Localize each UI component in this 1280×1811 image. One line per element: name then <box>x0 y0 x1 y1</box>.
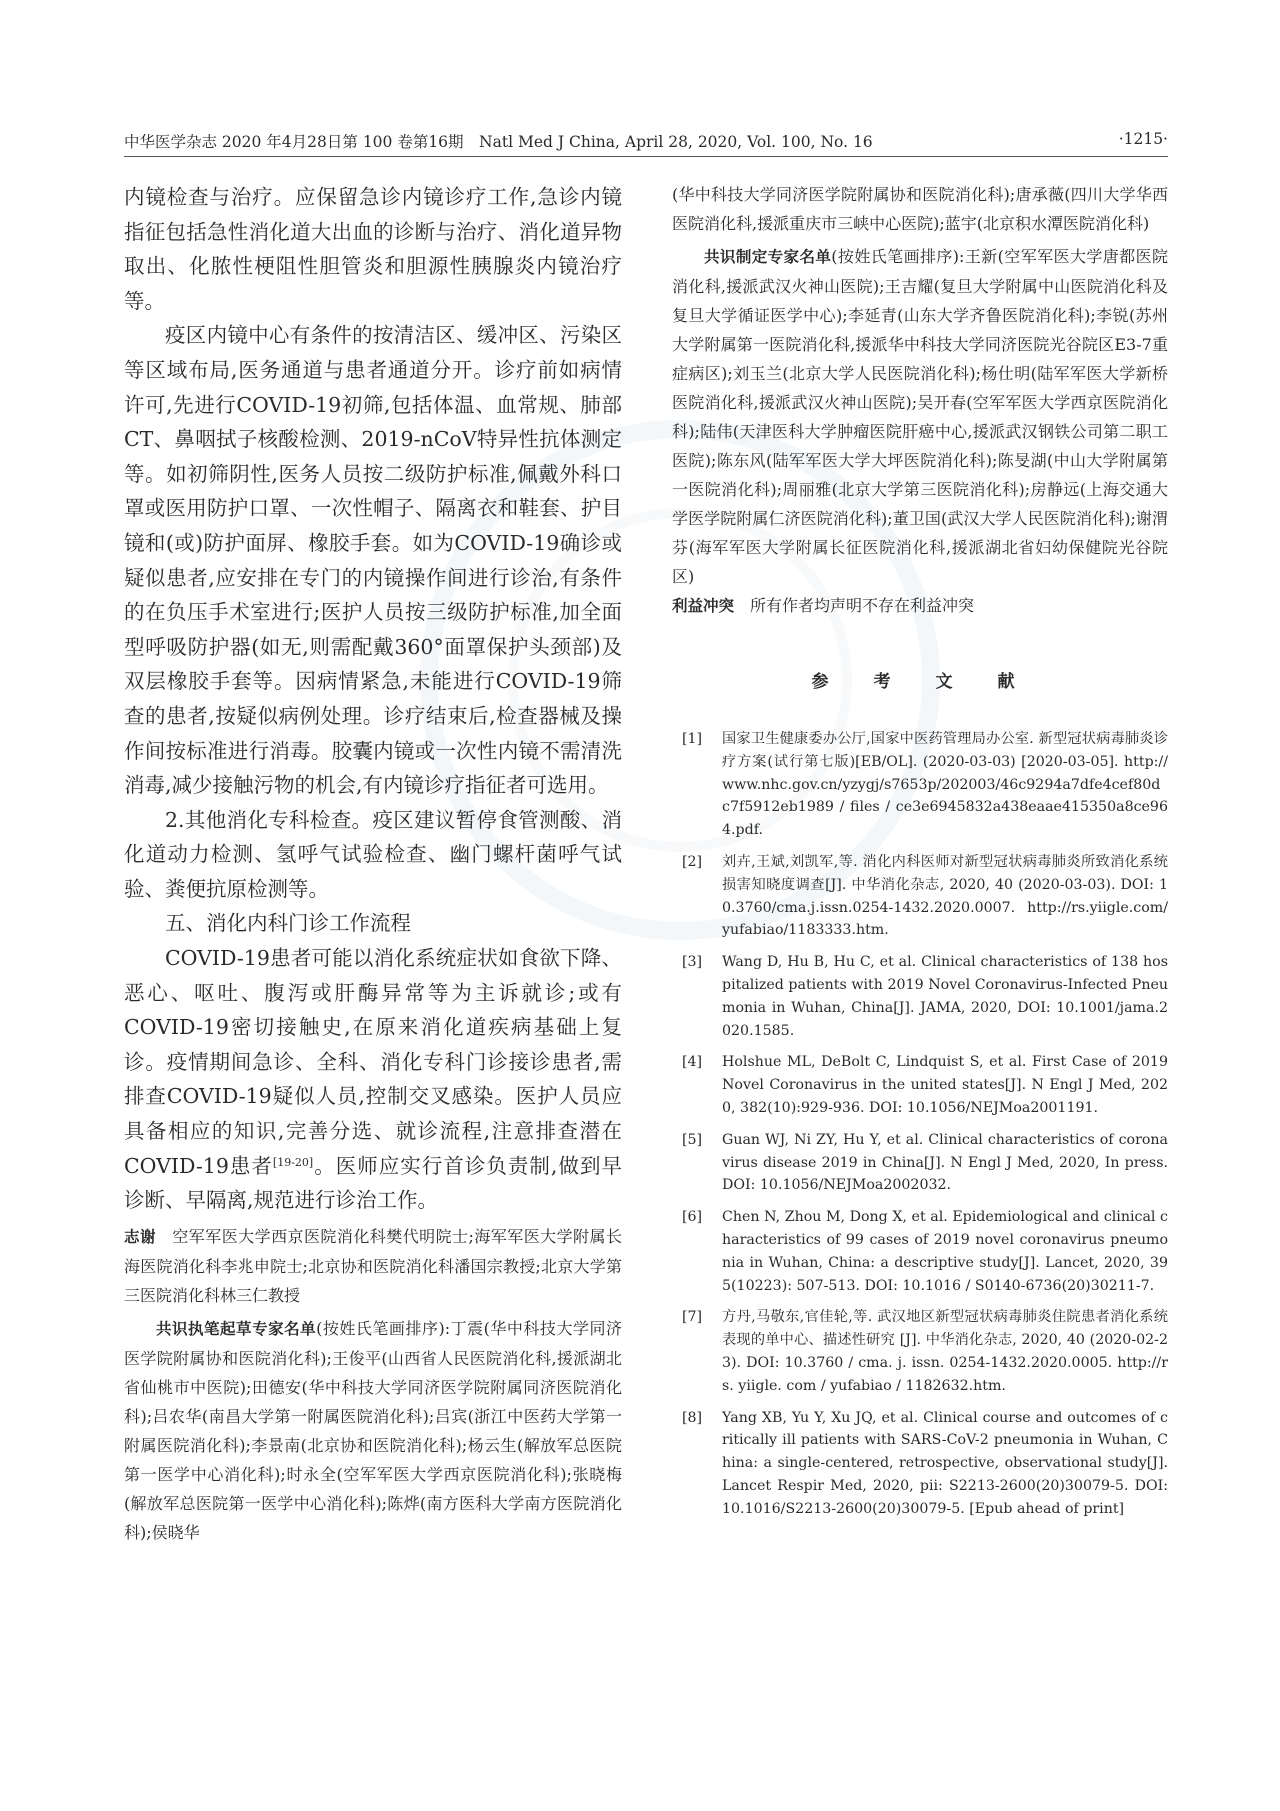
drafting-experts <box>124 1314 622 1547</box>
conflict-of-interest <box>672 591 1168 621</box>
experts-text: (按姓氏笔画排序):王新(空军军医大学唐都医院消化科,援派武汉火神山医院);王吉耀(复旦大学附属中山医院消化科及复旦大学循证医学中心);李延青(山东大学齐鲁医院消化科);李锐(苏州大学附属第一医院消化科,援派华中科技大学同济医院光谷院区E3-7重症病区);刘玉兰(北京大学人民医院消化科);杨仕明(陆军军医大学新桥医院消化科,援派武汉火神山医院);吴开春(空军军医大学西京医院消化科);陆伟(天津医科大学肿瘤医院肝癌中心,援派武汉钢铁公司第二职工医院);陈东风(陆军军医大学大坪医院消化科);陈旻湖(中山大学附属第一医院消化科);周丽雅(北京大学第三医院消化科);房静远(上海交通大学医学院附属仁济医院消化科);董卫国(武汉大学人民医院消化科);谢渭芬(海军军医大学附属长征医院消化科,援派湖北省妇幼保健院光谷院区) <box>672 247 1168 586</box>
reference-item <box>672 1051 1168 1119</box>
drafters-text: (按姓氏笔画排序):丁震(华中科技大学同济医学院附属协和医院消化科);王俊平(山西省人民医院消化科,援派湖北省仙桃市中医院);田德安(华中科技大学同济医学院附属同济医院消化科);吕农华(南昌大学第一附属医院消化科);吕宾(浙江中医药大学第一附属医院消化科);李景南(北京协和医院消化科);杨云生(解放军总医院第一医学中心消化科);时永全(空军军医大学西京医院消化科);张晓梅(解放军总医院第一医学中心消化科);陈烨(南方医科大学南方医院消化科);侯晓华 <box>124 1318 622 1542</box>
reference-number: [5] <box>682 1131 703 1148</box>
reference-item <box>672 1407 1168 1521</box>
reference-text: 方丹,马敬东,官佳轮,等. 武汉地区新型冠状病毒肺炎住院患者消化系统表现的单中心、描述性研究 [J]. 中华消化杂志, 2020, 40 (2020-02-23). DOI: 10.3760 / cma. j. issn. 0254-1432.2020.0005. http://rs. yiigle. com / yufabiao / 1182632.htm. <box>722 1309 1168 1394</box>
page-number: ·1215· <box>1118 130 1168 148</box>
paragraph-outpatient <box>124 941 622 1218</box>
consensus-experts <box>672 242 1168 591</box>
reference-item <box>672 851 1168 942</box>
outpatient-text: COVID-19患者可能以消化系统症状如食欲下降、恶心、呕吐、腹泻或肝酶异常等为主诉就诊;或有COVID-19密切接触史,在原来消化道疾病基础上复诊。疫情期间急诊、全科、消化专科门诊接诊患者,需排查COVID-19疑似人员,控制交叉感染。医护人员应具备相应的知识,完善分选、就诊流程,注意排查潜在COVID-19患者 <box>124 946 622 1178</box>
reference-text: 刘卉,王斌,刘凯军,等. 消化内科医师对新型冠状病毒肺炎所致消化系统损害知晓度调查[J]. 中华消化杂志, 2020, 40 (2020-03-03). DOI: 10.3760/cma.j.issn.0254-1432.2020.0007. http://rs.yiigle.com/yufabiao/1183333.htm. <box>722 853 1168 939</box>
reference-number: [2] <box>682 853 703 870</box>
ack-label: 志谢 <box>124 1227 156 1246</box>
reference-list <box>672 728 1168 1521</box>
reference-number: [7] <box>682 1309 703 1326</box>
reference-text: Wang D, Hu B, Hu C, et al. Clinical characteristics of 138 hospitalized patients with 2019 Novel Coronavirus-Infected Pneumonia in Wuhan, China[J]. JAMA, 2020, DOI: 10.1001/jama.2020.1585. <box>722 954 1168 1039</box>
coi-label: 利益冲突 <box>672 597 735 615</box>
ack-text: 空军军医大学西京医院消化科樊代明院士;海军军医大学附属长海医院消化科李兆申院士;北京协和医院消化科潘国宗教授;北京大学第三医院消化科林三仁教授 <box>124 1226 622 1305</box>
running-header <box>124 130 1168 157</box>
reference-number: [3] <box>682 954 703 971</box>
reference-item <box>672 1129 1168 1197</box>
references-heading: 参 考 文 献 <box>811 672 1029 692</box>
paragraph-other-exams: 2.其他消化专科检查。疫区建议暂停食管测酸、消化道动力检测、氢呼气试验检查、幽门螺杆菌呼气试验、粪便抗原检测等。 <box>124 807 622 901</box>
reference-item <box>672 728 1168 842</box>
reference-text: Holshue ML, DeBolt C, Lindquist S, et al. First Case of 2019 Novel Coronavirus in the united states[J]. N Engl J Med, 2020, 382(10):929-936. DOI: 10.1056/NEJMoa2001191. <box>722 1054 1168 1116</box>
reference-item <box>672 951 1168 1042</box>
outpatient-text-end: 。医师应实行首诊负责制,做到早诊断、早隔离,规范进行诊治工作。 <box>124 1153 622 1213</box>
acknowledgement <box>124 1222 622 1310</box>
reference-item <box>672 1206 1168 1297</box>
citation-ref[interactable]: [19-20] <box>272 1155 314 1169</box>
section-heading-outpatient: 五、消化内科门诊工作流程 <box>165 911 411 936</box>
journal-citation: 中华医学杂志 2020 年4月28日第 100 卷第16期 Natl Med J China, April 28, 2020, Vol. 100, No. 16 <box>124 133 873 151</box>
reference-number: [1] <box>682 731 703 747</box>
paragraph-endoscopy-emergency: 内镜检查与治疗。应保留急诊内镜诊疗工作,急诊内镜指征包括急性消化道大出血的诊断与治疗、消化道异物取出、化脓性梗阻性胆管炎和胆源性胰腺炎内镜治疗等。 <box>124 185 622 313</box>
reference-number: [4] <box>682 1054 703 1071</box>
reference-text: Chen N, Zhou M, Dong X, et al. Epidemiological and clinical characteristics of 99 cases of 2019 novel coronavirus pneumonia in Wuhan, China: a descriptive study[J]. Lancet, 2020, 395(10223): 507-513. DOI: 10.1016 / S0140-6736(20)30211-7. <box>722 1209 1168 1294</box>
experts-label: 共识制定专家名单 <box>704 248 832 266</box>
drafting-experts-continued: (华中科技大学同济医学院附属协和医院消化科);唐承薇(四川大学华西医院消化科,援派重庆市三峡中心医院);蓝宇(北京积水潭医院消化科) <box>672 185 1168 233</box>
paragraph-endoscopy-center: 疫区内镜中心有条件的按清洁区、缓冲区、污染区等区域布局,医务通道与患者通道分开。诊疗前如病情许可,先进行COVID-19初筛,包括体温、血常规、肺部CT、鼻咽拭子核酸检测、2019-nCoV特异性抗体测定等。如初筛阴性,医务人员按二级防护标准,佩戴外科口罩或医用防护口罩、一次性帽子、隔离衣和鞋套、护目镜和(或)防护面屏、橡胶手套。如为COVID-19确诊或疑似患者,应安排在专门的内镜操作间进行诊治,有条件的在负压手术室进行;医护人员按三级防护标准,加全面型呼吸防护器(如无,则需配戴360°面罩保护头颈部)及双层橡胶手套等。因病情紧急,未能进行COVID-19筛查的患者,按疑似病例处理。诊疗结束后,检查器械及操作间按标准进行消毒。胶囊内镜或一次性内镜不需清洗消毒,减少接触污物的机会,有内镜诊疗指征者可选用。 <box>124 323 622 798</box>
reference-number: [6] <box>682 1209 703 1226</box>
reference-text: Yang XB, Yu Y, Xu JQ, et al. Clinical course and outcomes of critically ill patients with SARS-CoV-2 pneumonia in Wuhan, China: a single-centered, retrospective, observational study[J]. Lancet Respir Med, 2020, pii: S2213-2600(20)30079-5. DOI: 10.1016/S2213-2600(20)30079-5. [Epub ahead of print] <box>722 1409 1168 1517</box>
left-column <box>124 180 622 1547</box>
coi-text: 所有作者均声明不存在利益冲突 <box>750 596 975 615</box>
reference-text: 国家卫生健康委办公厅,国家中医药管理局办公室. 新型冠状病毒肺炎诊疗方案(试行第七版)[EB/OL]. (2020-03-03) [2020-03-05]. http://www.nhc.gov.cn/yzygj/s7653p/202003/46c9294a7dfe4cef80dc7f5912eb1989 / files / ce3e6945832a438eaae415350a8ce964.pdf. <box>722 731 1168 839</box>
reference-number: [8] <box>682 1409 703 1426</box>
drafters-label: 共识执笔起草专家名单 <box>156 1319 317 1338</box>
right-column <box>672 180 1168 1530</box>
reference-text: Guan WJ, Ni ZY, Hu Y, et al. Clinical characteristics of coronavirus disease 2019 in China[J]. N Engl J Med, 2020, In press. DOI: 10.1056/NEJMoa2002032. <box>722 1131 1168 1194</box>
reference-item <box>672 1306 1168 1397</box>
